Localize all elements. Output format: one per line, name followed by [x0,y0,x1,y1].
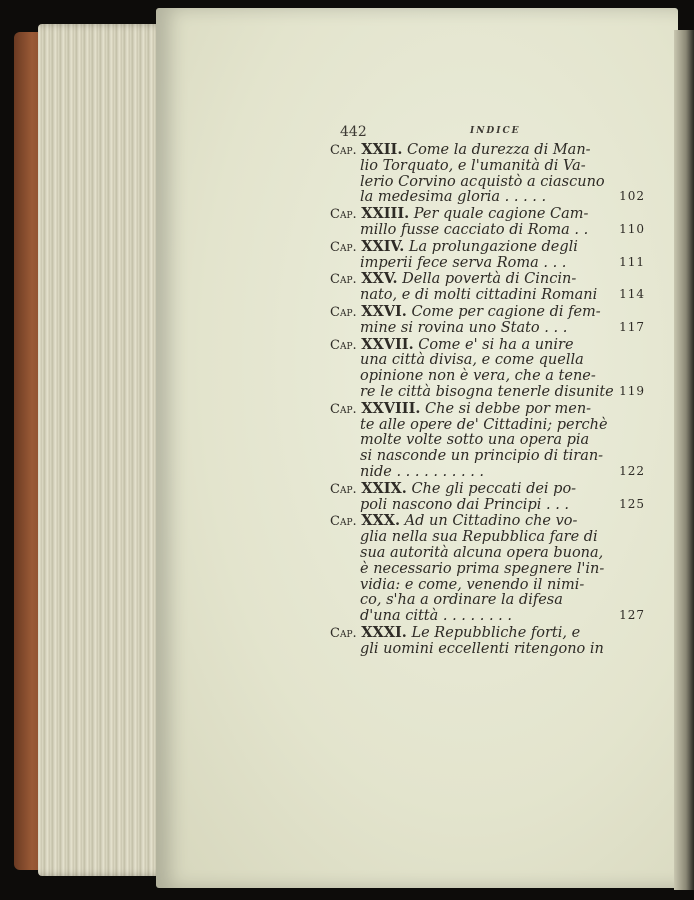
entry-line [330,385,645,401]
entry-text: molte volte sotto una opera pia [360,432,590,449]
entry-text: una città divisa, e come quella [360,352,584,369]
chapter-number: XXVI. [361,302,407,320]
entry-text: re le città bisogna tenerle disunite [360,383,614,400]
entry-line [330,256,645,272]
chapter-number: XXX. [361,512,401,530]
page-reference: 110 [619,221,645,236]
page-reference: 127 [619,608,645,623]
entry-text: vidia: e come, venendo il nimi- [360,576,585,593]
entry-text: nide . . . . . . . . . . [360,463,485,480]
chapter-number: XXIX. [361,479,407,497]
entry-text: lerio Corvino acquistò a ciascuno [360,173,605,190]
entry-text: Come per cagione di fem- [411,303,601,320]
index-entry [330,304,645,337]
entry-text: millo fusse cacciato di Roma . . [360,221,589,238]
entry-text: è necessario prima spegnere l'in- [360,560,605,577]
index-entry [330,142,645,206]
entry-text: Ad un Cittadino che vo- [404,513,578,530]
entry-line [330,449,645,465]
entry-text: opinione non è vera, che a tene- [360,368,596,385]
page-title: INDICE [470,126,521,136]
index-entries [330,142,645,658]
entry-line [330,190,645,206]
index-entry [330,401,645,481]
entry-text: Della povertà di Cincin- [402,271,577,288]
entry-line [330,625,645,642]
chapter-label: Cap. [330,401,357,417]
entry-text: d'una città . . . . . . . . [360,608,513,625]
entry-line [330,159,645,175]
entry-text: te alle opere de' Cittadini; perchè [360,416,608,433]
chapter-label: Cap. [330,304,357,320]
entry-text: sua autorità alcuna opera buona, [360,544,604,561]
entry-line [330,304,645,321]
entry-line [330,562,645,578]
entry-line [330,288,645,304]
index-entry [330,481,645,514]
index-entry [330,206,645,239]
entry-line [330,353,645,369]
chapter-number: XXV. [361,270,398,288]
entry-text: Come e' si ha a unire [418,336,574,353]
chapter-label: Cap. [330,207,357,223]
chapter-number: XXXI. [361,623,407,641]
entry-text: la medesima gloria . . . . . [360,189,547,206]
entry-line [330,321,645,337]
entry-line [330,223,645,239]
entry-text: Che gli peccati dei po- [411,480,577,497]
entry-line [330,642,645,658]
entry-line [330,481,645,498]
entry-line [330,465,645,481]
entry-text: imperii fece serva Roma . . . [360,254,567,271]
entry-text: nato, e di molti cittadini Romani [360,287,598,304]
chapter-label: Cap. [330,481,357,497]
right-page-edge [674,30,694,890]
page-reference: 117 [619,319,645,334]
index-entry [330,271,645,304]
page-reference: 111 [619,254,645,269]
chapter-label: Cap. [330,625,357,641]
entry-line [330,578,645,594]
page-reference: 122 [619,463,645,478]
entry-text: glia nella sua Repubblica fare di [360,529,598,546]
entry-text: La prolungazione degli [408,238,578,255]
chapter-number: XXVII. [361,335,414,353]
entry-line [330,206,645,223]
index-entry [330,625,645,658]
page-number: 442 [340,124,367,140]
entry-text: gli uomini eccellenti ritengono in [360,640,604,657]
entry-line [330,498,645,514]
chapter-label: Cap. [330,337,357,353]
entry-line [330,546,645,562]
entry-text: poli nascono dai Principi . . . [360,496,570,513]
entry-text: si nasconde un principio di tiran- [360,448,604,465]
chapter-number: XXVIII. [361,399,421,417]
entry-line [330,593,645,609]
chapter-number: XXIII. [361,205,410,223]
chapter-label: Cap. [330,514,357,530]
entry-line [330,513,645,530]
page-reference: 102 [619,189,645,204]
entry-text: co, s'ha a ordinare la difesa [360,592,563,609]
entry-line [330,369,645,385]
entry-line [330,142,645,159]
entry-line [330,271,645,288]
index-entry [330,239,645,272]
index-entry [330,513,645,625]
page-reference: 119 [619,383,645,398]
chapter-label: Cap. [330,143,357,158]
entry-line [330,337,645,354]
entry-line [330,418,645,434]
index-entry [330,337,645,401]
entry-line [330,401,645,418]
page-reference: 125 [619,496,645,511]
entry-text: lio Torquato, e l'umanità di Va- [360,157,586,174]
chapter-number: XXII. [361,141,403,158]
entry-text: Come la durezza di Man- [406,142,591,158]
chapter-number: XXIV. [361,237,405,255]
entry-line [330,175,645,191]
entry-text: Che si debbe por men- [425,400,592,417]
entry-text: Le Repubbliche forti, e [411,624,581,641]
page-reference: 114 [619,287,645,302]
entry-line [330,530,645,546]
entry-line [330,239,645,256]
chapter-label: Cap. [330,239,357,255]
entry-line [330,609,645,625]
chapter-label: Cap. [330,272,357,288]
entry-line [330,433,645,449]
entry-text: Per quale cagione Cam- [413,206,589,223]
entry-text: mine si rovina uno Stato . . . [360,319,568,336]
